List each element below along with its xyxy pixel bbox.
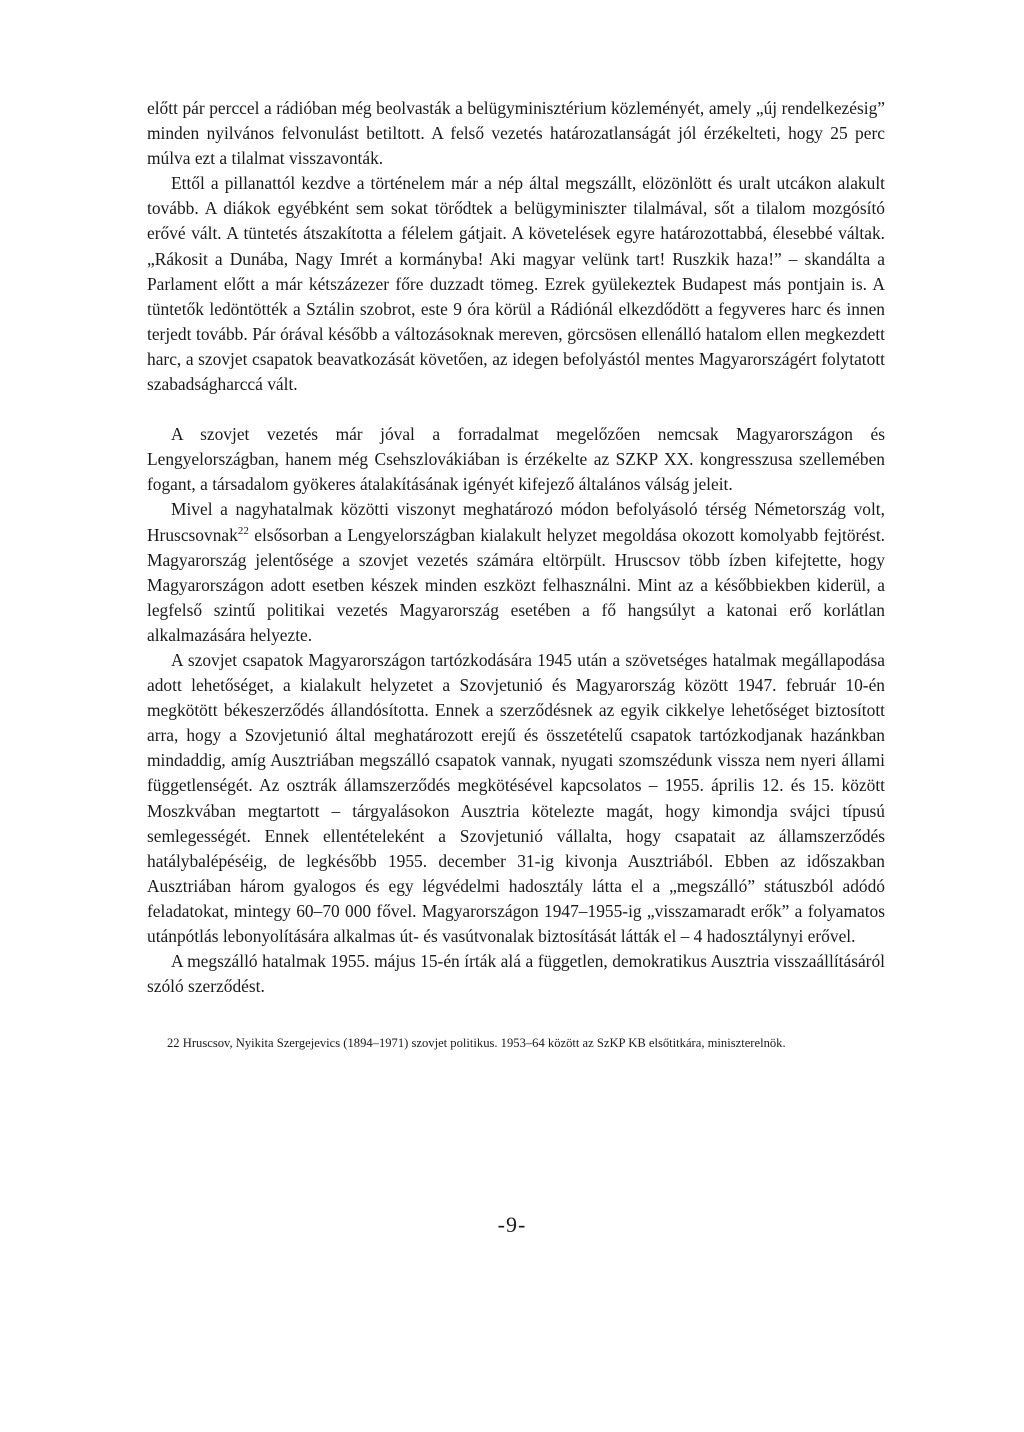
page-number: -9- <box>497 1212 527 1237</box>
paragraph-5: A szovjet csapatok Magyarországon tartózkodására 1945 után a szövetséges hatalmak megállapodása adott lehetőséget, a kialakult helyzetet a Szovjetunió és Magyarország között 1947. február 10-én megkötött békeszerződés állandósította. Ennek a szerződésnek az egyik cikkelye lehetőséget biztosított arra, hogy a Szovjetunió által meghatározott erejű és összetételű csapatok tartózkodjanak hazánkban mindaddig, amíg Ausztriában megszálló csapatok vannak, nyugati szomszédunk vissza nem nyeri állami függetlenségét. Az osztrák államszerződés megkötésével kapcsolatos – 1955. április 12. és 15. között Moszkvában megtartott – tárgyalásokon Ausztria kötelezte magát, hogy kimondja svájci típusú semlegességét. Ennek ellentételeként a Szovjetunió vállalta, hogy csapatait az államszerződés hatálybalépéséig, de legkésőbb 1955. december 31-ig kivonja Ausztriából. Ebben az időszakban Ausztriában három gyalogos és egy légvédelmi hadosztály látta el a „megszálló” státuszból adódó feladatokat, mintegy 60–70 000 fővel. Magyarországon 1947–1955-ig „visszamaradt erők” a folyamatos utánpótlás lebonyolítására alkalmas út- és vasútvonalak biztosítását látták el – 4 hadosztálynyi erővel. <box>147 649 885 946</box>
paragraph-3: A szovjet vezetés már jóval a forradalmat megelőzően nemcsak Magyarországon és Lengyelországban, hanem még Csehszlovákiában is érzékelte az SZKP XX. kongresszusa szellemében fogant, a társadalom gyökeres átalakításának igényét kifejező általános válság jeleit. <box>147 424 885 495</box>
footnote-22: 22 Hruscsov, Nyikita Szergejevics (1894–1971) szovjet politikus. 1953–64 között az SzKP KB elsőtitkára, miniszterelnök. <box>167 1036 786 1051</box>
paragraph-6: A megszálló hatalmak 1955. május 15-én írták alá a független, demokratikus Ausztria visszaállításáról szóló szerződést. <box>147 951 885 997</box>
paragraph-1: előtt pár perccel a rádióban még beolvasták a belügyminisztérium közleményét, amely „új rendelkezésig” minden nyilvános felvonulást betiltott. A felső vezetés határozatlanságát jól érzékelteti, hogy 25 perc múlva ezt a tilalmat visszavonták. <box>147 98 885 169</box>
footnote-spacer <box>147 999 885 1035</box>
page-body <box>147 96 885 1052</box>
paragraph-4-text-after: elsősorban a Lengyelországban kialakult helyzet megoldása okozott komolyabb fejtörést. Magyarország jelentősége a szovjet vezetés számára eltörpült. Hruscsov több ízben kifejtette, hogy Magyarországon adott esetben készek minden eszközt felhasználni. Mint az a későbbiekben kiderül, a legfelső szintű politikai vezetés Magyarország esetében a fő hangsúlyt a katonai erő korlátlan alkalmazására helyezte. <box>147 524 885 645</box>
section-gap <box>147 397 885 422</box>
paragraph-4 <box>147 497 885 648</box>
paragraph-4-text-before: Mivel a nagyhatalmak közötti viszonyt meghatározó módon befolyásoló térség Németország volt, Hruscsovnak <box>147 499 885 545</box>
footnote-reference[interactable]: 22 <box>237 524 249 537</box>
paragraph-2: Ettől a pillanattól kezdve a történelem már a nép által megszállt, elözönlött és uralt utcákon alakult tovább. A diákok egyébként sem sokat törődtek a belügyminiszter tilalmával, sőt a tilalom mozgósító erővé vált. A tüntetés átszakította a félelem gátjait. A követelések egyre határozottabbá, élesebbé váltak. „Rákosit a Dunába, Nagy Imrét a kormányba! Aki magyar velünk tart! Ruszkik haza!” – skandálta a Parlament előtt a már kétszázezer főre duzzadt tömeg. Ezrek gyülekeztek Budapest más pontjain is. A tüntetők ledöntötték a Sztálin szobrot, este 9 óra körül a Rádiónál elkezdődött a fegyveres harc és innen terjedt tovább. Pár órával később a változásoknak mereven, görcsösen ellenálló hatalom ellen megkezdett harc, a szovjet csapatok beavatkozását követően, az idegen befolyástól mentes Magyarországért folytatott szabadságharccá vált. <box>147 173 885 395</box>
